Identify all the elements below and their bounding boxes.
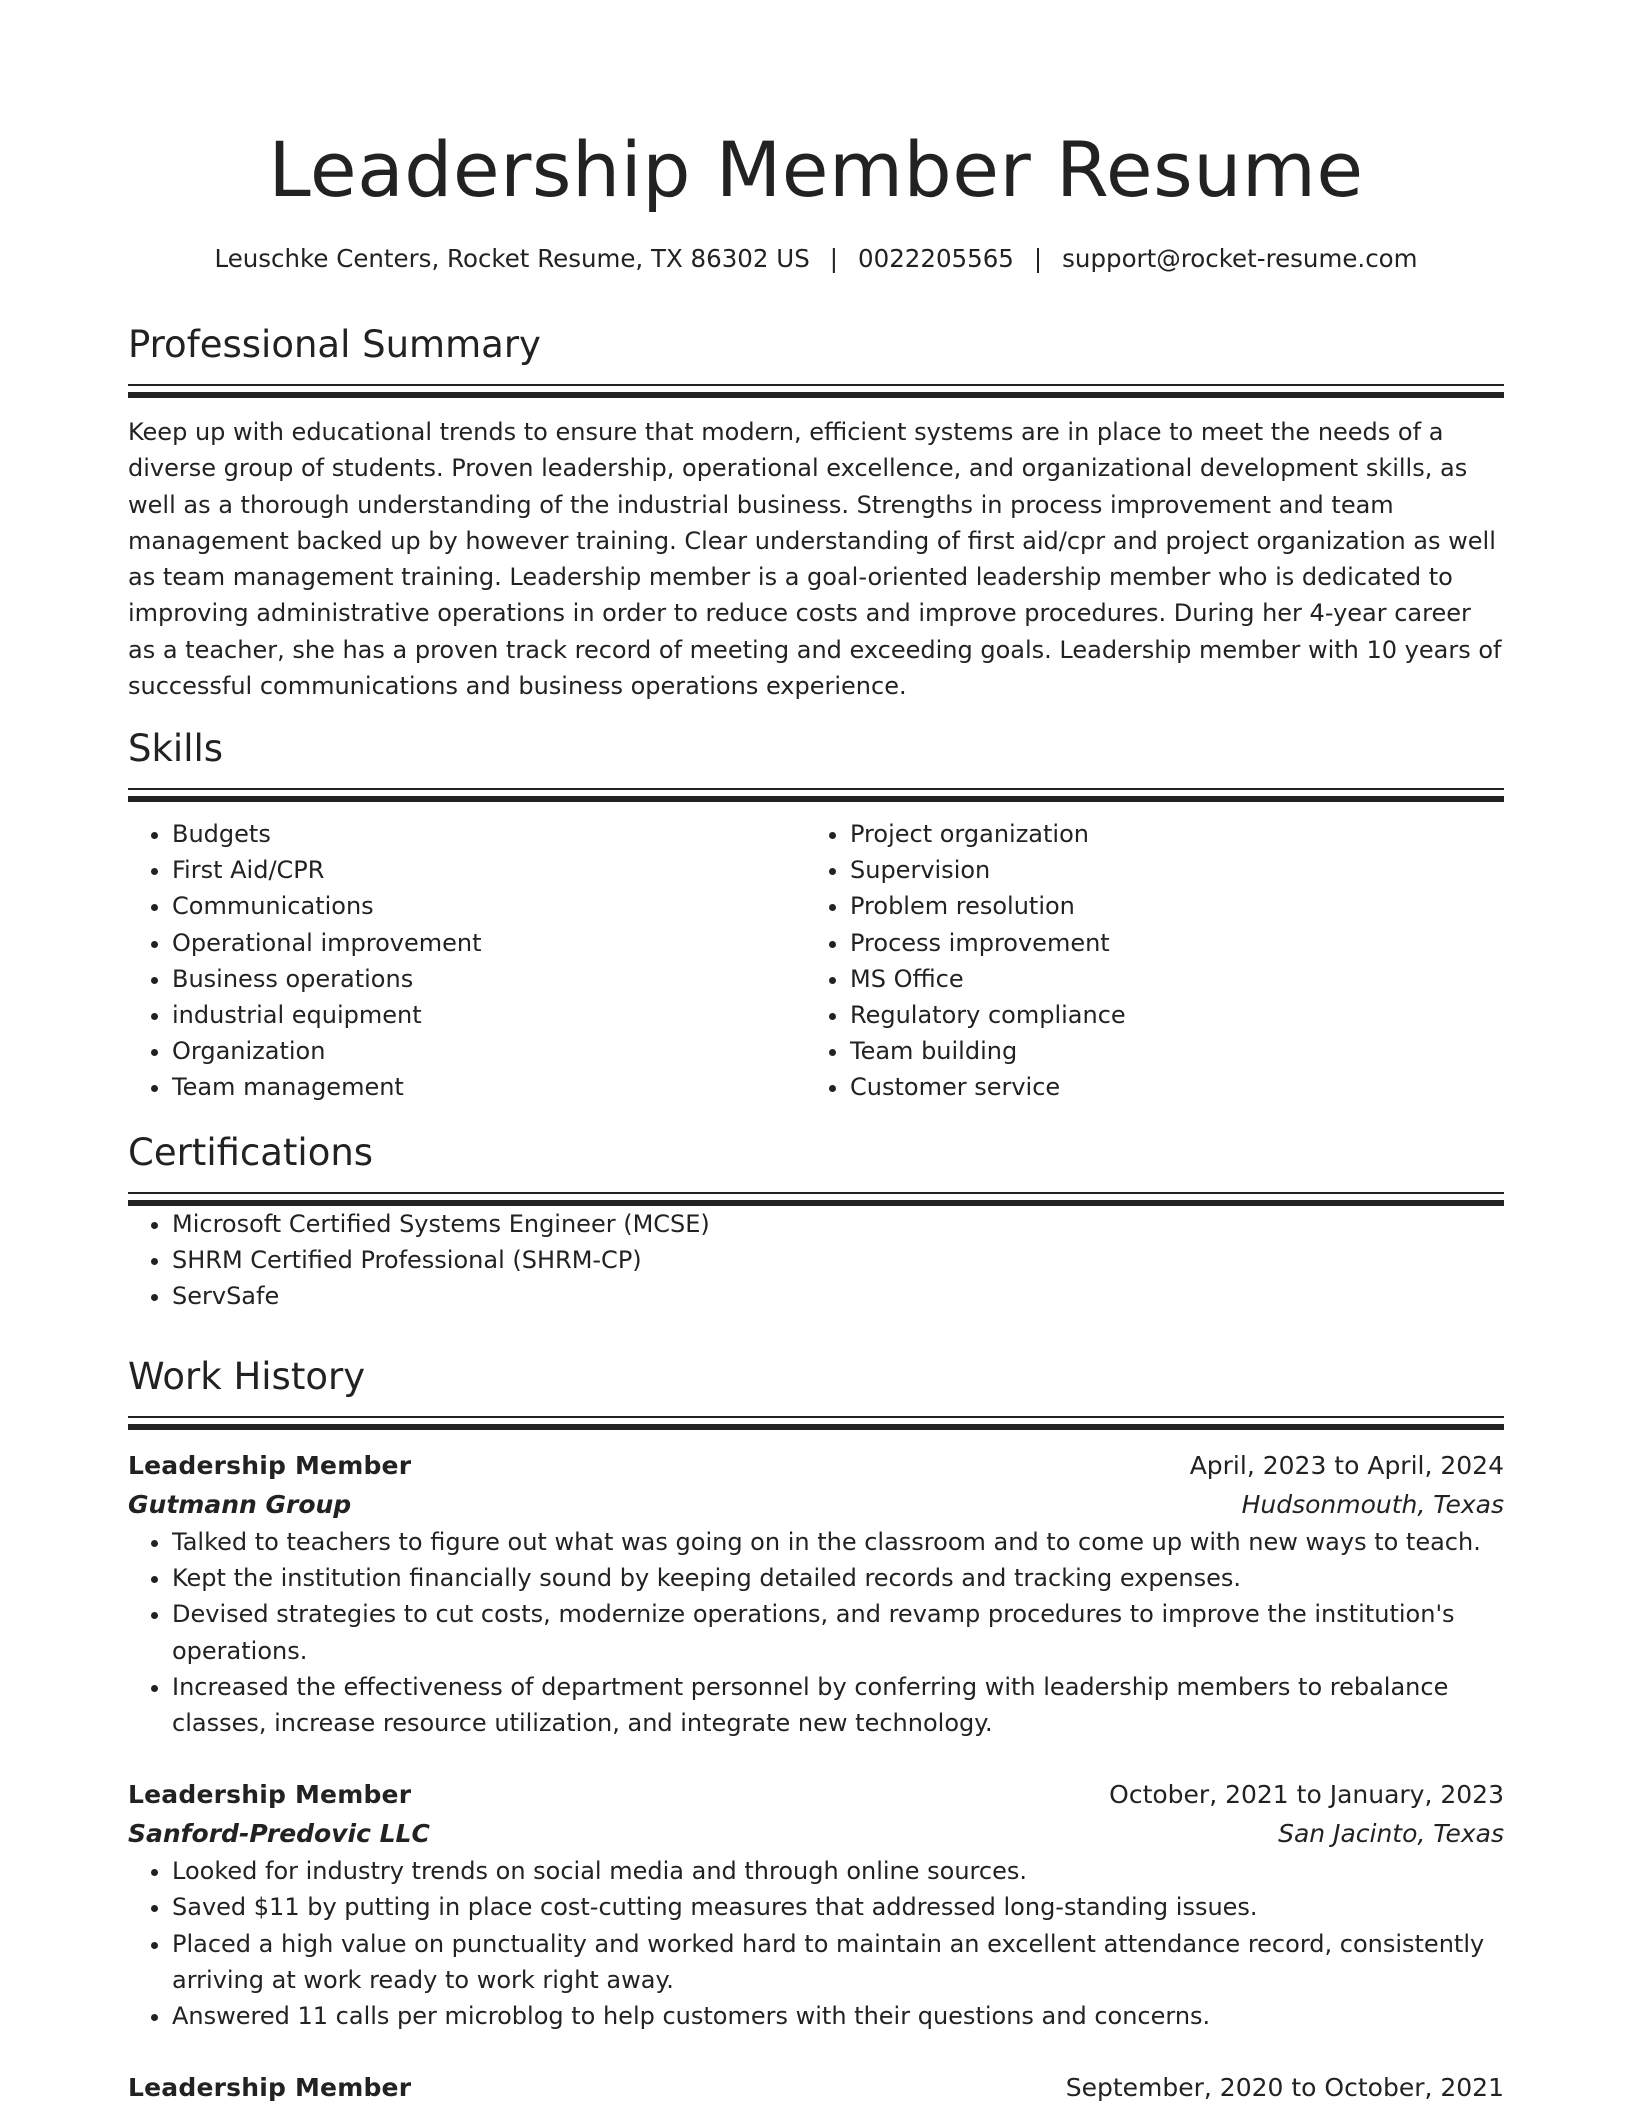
skill-item: • Regulatory compliance (850, 997, 1484, 1033)
job-location: San Jacinto, Texas (1278, 1819, 1504, 1849)
summary-text: Keep up with educational trends to ensure that modern, efficient systems are in place to meet the needs of a diverse group of students. Proven leadership, operational excellence, and organizational development skills, as well as a thorough understanding of the industrial business. Strengths in process improvement and team management backed up by however training. Clear understanding of first aid/cpr and project organization as well as team management training. Leadership member is a goal-oriented leadership member who is dedicated to improving administrative operations in order to reduce costs and improve procedures. During her 4-year career as a teacher, she has a proven track record of meeting and exceeding goals. Leadership member with 10 years of successful communications and business operations experience. (128, 418, 1502, 701)
job-bullet: • Talked to teachers to figure out what was going on in the classroom and to come up with new ways to teach. (172, 1524, 1504, 1560)
skills-list-left (128, 816, 806, 1106)
skill-item: • Team building (850, 1033, 1484, 1069)
job-bullets (128, 1524, 1504, 1741)
contact-email[interactable]: support@rocket-resume.com (1062, 244, 1418, 273)
skill-item: • Supervision (850, 852, 1484, 888)
skills-column-left (128, 816, 806, 1106)
skill-item: • Organization (172, 1033, 806, 1069)
skill-item: • Budgets (172, 816, 806, 852)
work-history-section (128, 1352, 1504, 2107)
section-divider (128, 1416, 1504, 1430)
section-divider (128, 384, 1504, 398)
skills-section (128, 724, 1504, 1106)
certifications-list (128, 1206, 1504, 1315)
contact-line (128, 242, 1504, 276)
job-subheader (128, 1814, 1504, 1853)
job-header (128, 1446, 1504, 1485)
resume-page (128, 0, 1504, 2103)
certification-item: • ServSafe (172, 1278, 1504, 1314)
job-subheader (128, 1485, 1504, 1524)
job-dates: October, 2021 to January, 2023 (1109, 1780, 1504, 1810)
job-dates: September, 2020 to October, 2021 (1065, 2073, 1504, 2103)
certification-item: • SHRM Certified Professional (SHRM-CP) (172, 1242, 1504, 1278)
skill-item: • Customer service (850, 1069, 1484, 1105)
contact-separator: | (1033, 244, 1043, 273)
job-location: Hudsonmouth, Texas (1241, 1490, 1504, 1519)
job-header (128, 2068, 1504, 2107)
skill-item: • Problem resolution (850, 888, 1484, 924)
skills-column-right (806, 816, 1484, 1106)
certifications-section (128, 1128, 1504, 1315)
job-bullet: • Answered 11 calls per microblog to help customers with their questions and concerns. (172, 1998, 1504, 2034)
skill-item: • Process improvement (850, 925, 1484, 961)
resume-title: Leadership Member Resume (268, 125, 1364, 214)
job-dates: April, 2023 to April, 2024 (1189, 1451, 1504, 1480)
section-title: Work History (128, 1355, 366, 1398)
professional-summary-section (128, 320, 1504, 704)
job-bullets (128, 1853, 1504, 2034)
job-company: Sanford-Predovic LLC (128, 1819, 430, 1849)
section-title: Professional Summary (128, 323, 541, 366)
job-company: Gutmann Group (128, 1490, 352, 1519)
certification-item: • Microsoft Certified Systems Engineer (MCSE) (172, 1206, 1504, 1242)
skill-item: • Communications (172, 888, 806, 924)
job-bullet: • Saved $11 by putting in place cost-cutting measures that addressed long-standing issues. (172, 1889, 1504, 1925)
skill-item: • MS Office (850, 961, 1484, 997)
job-bullet: • Kept the institution financially sound by keeping detailed records and tracking expenses. (172, 1560, 1504, 1596)
skills-list-right (806, 816, 1484, 1106)
job-title: Leadership Member (128, 1780, 412, 1810)
skill-item: • First Aid/CPR (172, 852, 806, 888)
skill-item: • Business operations (172, 961, 806, 997)
skill-item: • Team management (172, 1069, 806, 1105)
section-divider (128, 1192, 1504, 1206)
skill-item: • industrial equipment (172, 997, 806, 1033)
job-bullet: • Looked for industry trends on social media and through online sources. (172, 1853, 1504, 1889)
job-bullet: • Placed a high value on punctuality and worked hard to maintain an excellent attendance record, consistently arriving at work ready to work right away. (172, 1926, 1504, 1998)
section-title: Skills (128, 727, 224, 770)
contact-phone: 0022205565 (858, 244, 1014, 273)
job-entry (128, 1446, 1504, 1741)
skills-columns (128, 816, 1504, 1106)
section-title: Certifications (128, 1131, 374, 1174)
contact-separator: | (829, 244, 839, 273)
job-bullet: • Devised strategies to cut costs, modernize operations, and revamp procedures to improve the institution's operations. (172, 1596, 1504, 1668)
skill-item: • Operational improvement (172, 925, 806, 961)
job-header (128, 1775, 1504, 1814)
job-entry (128, 1775, 1504, 2034)
job-title: Leadership Member (128, 1451, 412, 1480)
section-divider (128, 788, 1504, 802)
contact-address: Leuschke Centers, Rocket Resume, TX 86302 US (214, 244, 810, 273)
job-title: Leadership Member (128, 2073, 412, 2103)
job-entry (128, 2068, 1504, 2107)
skill-item: • Project organization (850, 816, 1484, 852)
job-bullet: • Increased the effectiveness of department personnel by conferring with leadership members to rebalance classes, increase resource utilization, and integrate new technology. (172, 1669, 1504, 1741)
